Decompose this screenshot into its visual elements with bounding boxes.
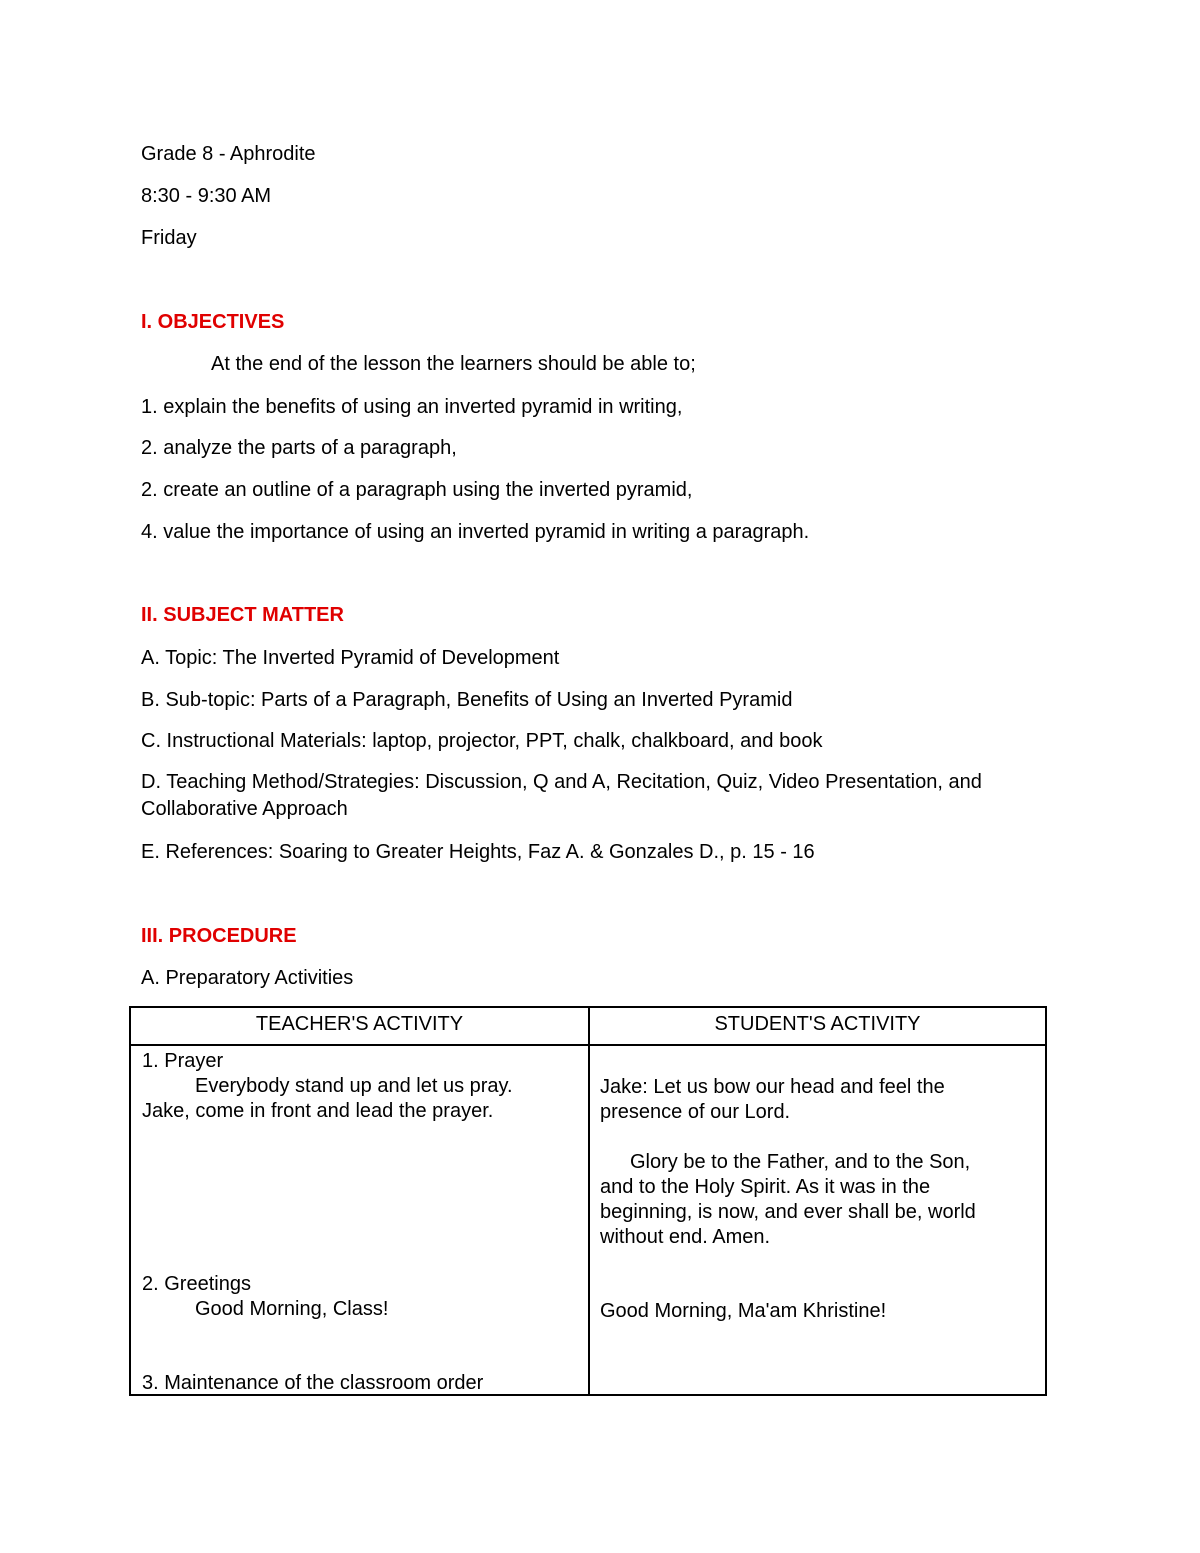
teacher-order-title: 3. Maintenance of the classroom order — [142, 1372, 484, 1394]
class-day: Friday — [141, 227, 197, 249]
objective-item-3: 2. create an outline of a paragraph using the inverted pyramid, — [141, 479, 693, 501]
teacher-greetings-line: Good Morning, Class! — [195, 1298, 389, 1320]
student-glory-line: and to the Holy Spirit. As it was in the — [600, 1176, 931, 1198]
student-glory-line: Glory be to the Father, and to the Son, — [630, 1151, 971, 1173]
student-greetings-line: Good Morning, Ma'am Khristine! — [600, 1300, 887, 1322]
class-time: 8:30 - 9:30 AM — [141, 185, 272, 207]
objectives-heading: I. OBJECTIVES — [141, 311, 285, 333]
student-glory-line: without end. Amen. — [600, 1226, 771, 1248]
column-divider — [588, 1008, 590, 1394]
student-prayer-line: presence of our Lord. — [600, 1101, 791, 1123]
subject-topic: A. Topic: The Inverted Pyramid of Development — [141, 647, 560, 669]
student-column-header: STUDENT'S ACTIVITY — [590, 1008, 1045, 1046]
objectives-intro: At the end of the lesson the learners should be able to; — [211, 353, 696, 375]
teacher-prayer-line: Everybody stand up and let us pray. — [195, 1075, 513, 1097]
activity-table — [129, 1006, 1047, 1396]
procedure-subheading: A. Preparatory Activities — [141, 967, 354, 989]
subject-matter-heading: II. SUBJECT MATTER — [141, 604, 344, 626]
procedure-heading: III. PROCEDURE — [141, 925, 297, 947]
teacher-prayer-line: Jake, come in front and lead the prayer. — [142, 1100, 494, 1122]
subject-subtopic: B. Sub-topic: Parts of a Paragraph, Benefits of Using an Inverted Pyramid — [141, 689, 793, 711]
objective-item-2: 2. analyze the parts of a paragraph, — [141, 437, 457, 459]
objective-item-4: 4. value the importance of using an inverted pyramid in writing a paragraph. — [141, 521, 810, 543]
subject-materials: C. Instructional Materials: laptop, projector, PPT, chalk, chalkboard, and book — [141, 730, 823, 752]
subject-methods: D. Teaching Method/Strategies: Discussion, Q and A, Recitation, Quiz, Video Presentation, and Collaborative Approach — [141, 771, 982, 820]
student-prayer-line: Jake: Let us bow our head and feel the — [600, 1076, 945, 1098]
subject-references: E. References: Soaring to Greater Heights, Faz A. & Gonzales D., p. 15 - 16 — [141, 841, 815, 863]
teacher-prayer-title: 1. Prayer — [142, 1050, 224, 1072]
student-glory-line: beginning, is now, and ever shall be, world — [600, 1201, 976, 1223]
grade-section: Grade 8 - Aphrodite — [141, 143, 316, 165]
teacher-column-header: TEACHER'S ACTIVITY — [131, 1008, 588, 1046]
objective-item-1: 1. explain the benefits of using an inverted pyramid in writing, — [141, 396, 683, 418]
teacher-greetings-title: 2. Greetings — [142, 1273, 251, 1295]
